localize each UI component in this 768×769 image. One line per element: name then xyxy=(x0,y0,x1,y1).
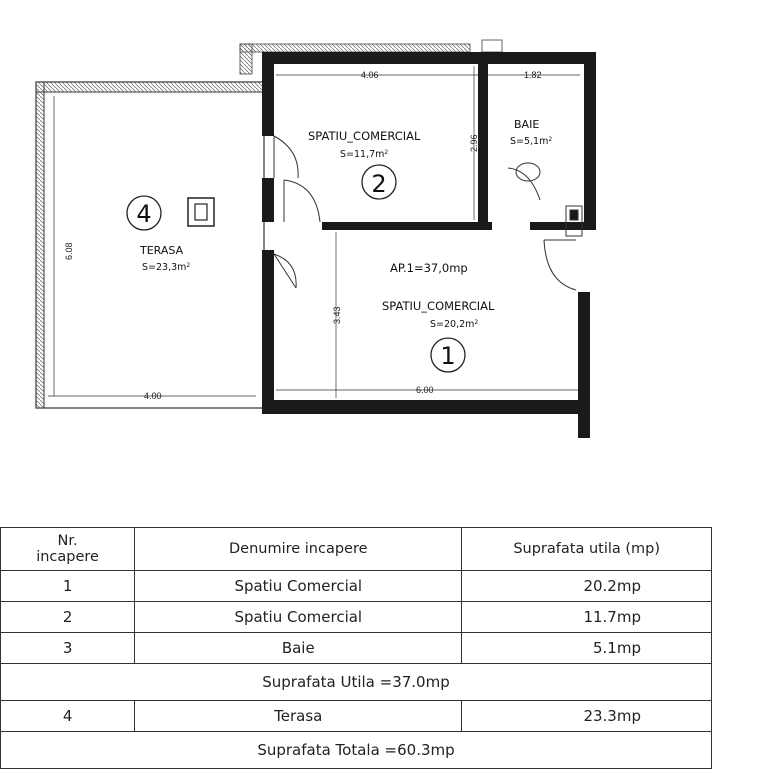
bath-area: $S=5,1m^2$ xyxy=(510,135,553,147)
room-2-name: SPATIU_COMERCIAL xyxy=(308,129,421,143)
room-1-number: 1 xyxy=(440,342,456,370)
table-row xyxy=(1,571,712,602)
dim-terrace-height: 6.08 xyxy=(64,242,74,260)
table-row xyxy=(1,701,712,732)
room-1-name: SPATIU_COMERCIAL xyxy=(382,299,495,313)
row-1-nr: 1 xyxy=(1,571,135,602)
rooms-table xyxy=(0,527,712,769)
apartment-label: AP.1=37,0mp xyxy=(390,261,468,275)
subtotal-cell: Suprafata Utila =37.0mp xyxy=(1,664,712,701)
row-4-nr: 4 xyxy=(1,701,135,732)
terrace-area: $S=23,3m^2$ xyxy=(142,261,191,273)
dim-top-right: 1.82 xyxy=(524,70,542,80)
row-3-name: Baie xyxy=(135,633,462,664)
row-2-area: 11.7mp xyxy=(462,602,712,633)
row-4-name: Terasa xyxy=(135,701,462,732)
room-4-number: 4 xyxy=(136,200,152,228)
row-1-name: Spatiu Comercial xyxy=(135,571,462,602)
row-2-name: Spatiu Comercial xyxy=(135,602,462,633)
row-3-nr: 3 xyxy=(1,633,135,664)
row-2-nr: 2 xyxy=(1,602,135,633)
terrace-name: TERASA xyxy=(140,244,184,257)
terrace-fixture xyxy=(188,198,214,226)
table-row xyxy=(1,633,712,664)
dim-terrace-width: 4.00 xyxy=(144,391,162,401)
header-nr: Nr. incapere xyxy=(1,528,135,571)
dim-bottom: 6.00 xyxy=(416,385,434,395)
row-4-area: 23.3mp xyxy=(462,701,712,732)
room-1-area: $S=20,2m^2$ xyxy=(430,318,479,330)
room-2-number: 2 xyxy=(371,170,387,198)
exterior-walls xyxy=(262,52,596,438)
parapet-top xyxy=(240,44,470,52)
dimension-lines xyxy=(48,66,580,398)
subtotal-row xyxy=(1,664,712,701)
total-row xyxy=(1,732,712,769)
table-row xyxy=(1,602,712,633)
table-header-row xyxy=(1,528,712,571)
dim-top-left: 4.06 xyxy=(361,70,379,80)
row-1-area: 20.2mp xyxy=(462,571,712,602)
header-name: Denumire incapere xyxy=(135,528,462,571)
total-cell: Suprafata Totala =60.3mp xyxy=(1,732,712,769)
parapet-left xyxy=(240,44,252,74)
header-area: Suprafata utila (mp) xyxy=(462,528,712,571)
corner-post xyxy=(482,40,502,52)
room-2-area: $S=11,7m^2$ xyxy=(340,148,389,160)
row-3-area: 5.1mp xyxy=(462,633,712,664)
bath-name: BAIE xyxy=(514,118,540,131)
dim-bath-height: 2.96 xyxy=(469,134,479,152)
dim-commercial-height: 3.43 xyxy=(332,306,342,324)
